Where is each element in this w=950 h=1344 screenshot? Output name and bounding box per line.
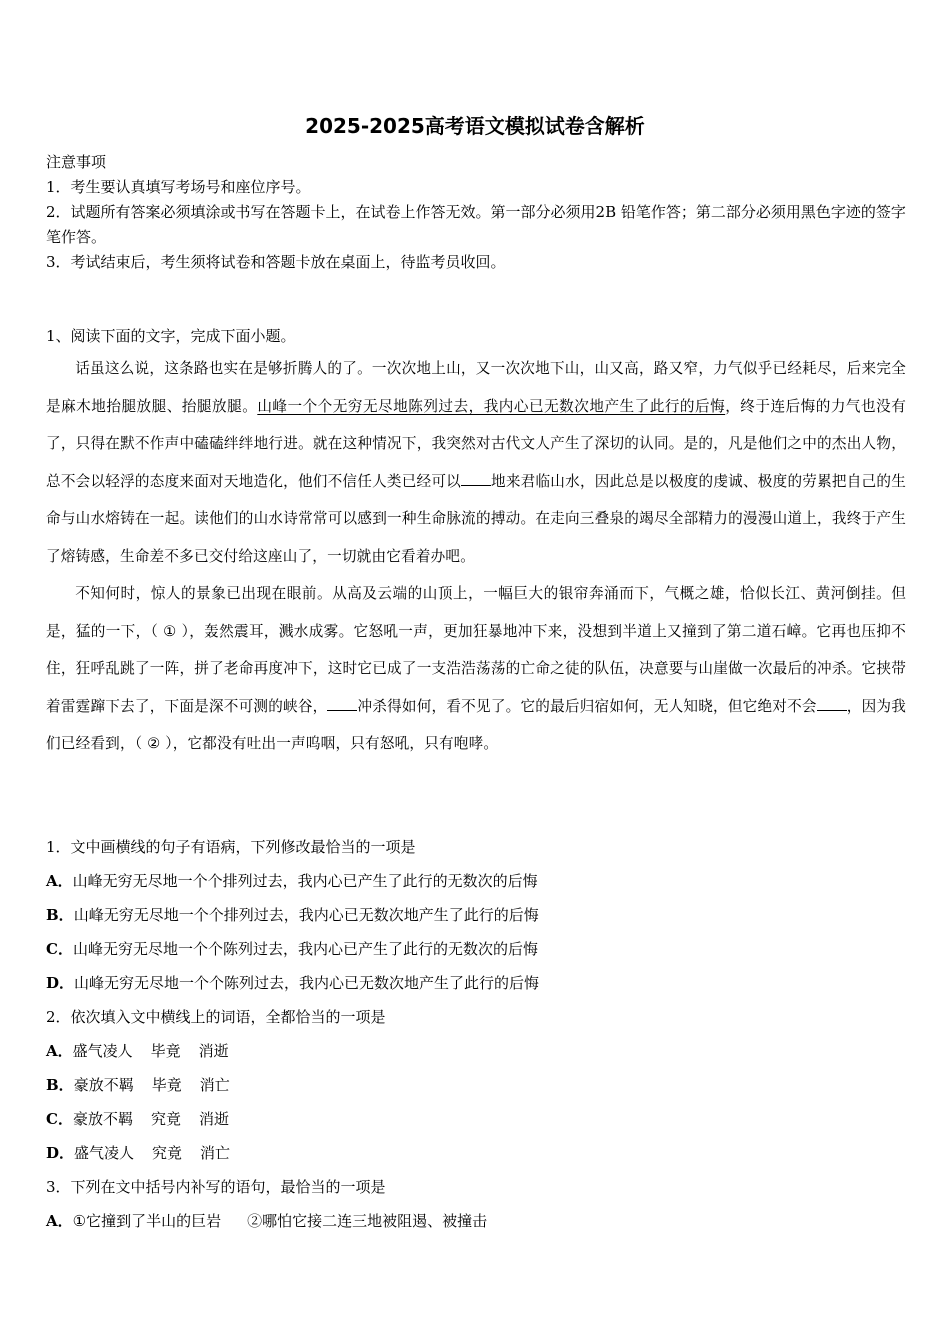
passage-text: 不知何时，惊人的景象已出现在眼前。从高及云端的山顶上，一幅巨大的银帘奔涌而下，气概之雄，恰似长江、黄河倒挂。但是，猛的一下，（ ① ），轰然震耳，溅水成雾。它怒吼一声，更加狂暴地冲下来，没想到半道上又撞到了第二道石嶂。它再也压抑不住，狂呼乱跳了一阵，拼了老命再度冲下，这时它已成了一支浩浩荡荡的亡命之徒的队伍，决意要与山崖做一次最后的冲杀。它挟带着雷霆蹿下去了，下面是深不可测的峡谷，: [46, 585, 906, 715]
question-stem: 2．依次填入文中横线上的词语，全都恰当的一项是: [46, 1008, 386, 1026]
option-d: [46, 1138, 906, 1172]
notice-item: 1．考生要认真填写考场号和座位序号。: [46, 178, 311, 196]
option-word: 盛气凌人: [74, 1144, 135, 1162]
option-letter: C．: [46, 1110, 73, 1128]
passage-text: ，因为我们已经看到，（ ② ），它都没有吐出一声呜咽，只有怒吼，只有咆哮。: [46, 697, 906, 752]
option-letter: B．: [46, 1076, 74, 1094]
passage-paragraph-2: [46, 575, 906, 763]
fill-blank-2: [327, 696, 357, 711]
question-stem: 3．下列在文中括号内补写的语句，最恰当的一项是: [46, 1178, 386, 1196]
option-c: [46, 934, 906, 968]
page-title: 2025-2025高考语文模拟试卷含解析: [305, 114, 645, 138]
option-letter: A．: [46, 1212, 73, 1230]
option-word: 消亡: [199, 1076, 230, 1094]
option-a: [46, 1036, 906, 1070]
reading-intro: 1、阅读下面的文字，完成下面小题。: [46, 327, 296, 345]
option-d: [46, 968, 906, 1002]
passage-text: 话虽这么说，这条路也实在是够折腾人的了。一次次地上山，又一次次地下山，山又高，路又窄，力气似乎已经耗尽，后来完全是麻木地抬腿放腿、抬腿放腿。: [46, 360, 906, 415]
option-word: 豪放不羁: [72, 1110, 133, 1128]
option-word: 消逝: [198, 1042, 229, 1060]
reading-passage: [46, 350, 906, 763]
option-letter: D．: [46, 974, 75, 992]
passage-text: 地来君临山水，因此总是以极度的虔诚、极度的劳累把自己的生命与山水熔铸在一起。读他们的山水诗常常可以感到一种生命脉流的搏动。在走向三叠泉的竭尽全部精力的漫漫山道上，我终于产生了熔铸感，生命差不多已交付给这座山了，一切就由它看着办吧。: [46, 472, 906, 565]
option-a: [46, 1206, 906, 1240]
notice-section: [46, 150, 908, 275]
option-word: 消亡: [200, 1144, 231, 1162]
passage-text: ，终于连后悔的力气也没有了，只得在默不作声中磕磕绊绊地行进。就在这种情况下，我突然对古代文人产生了深切的认同。是的，凡是他们之中的杰出人物，总不会以轻浮的态度来面对天地造化，他们不信任人类已经可以: [46, 397, 907, 490]
questions-section: [46, 832, 906, 1240]
option-letter: D．: [46, 1144, 75, 1162]
fill-blank-1: [461, 471, 491, 486]
notice-item: 2．试题所有答案必须填涂或书写在答题卡上，在试卷上作答无效。第一部分必须用2B 铅笔作答；第二部分必须用黑色字迹的签字笔作答。: [46, 203, 906, 246]
option-c: [46, 1104, 906, 1138]
option-word: 盛气凌人: [72, 1042, 133, 1060]
option-word: 豪放不羁: [73, 1076, 134, 1094]
option-text: 山峰无穷无尽地一个个排列过去，我内心已产生了此行的无数次的后悔: [72, 872, 538, 890]
passage-text: 冲杀得如何，看不见了。它的最后归宿如何，无人知晓，但它绝对不会: [357, 697, 817, 715]
option-letter: B．: [46, 906, 74, 924]
passage-paragraph-1: [46, 350, 906, 575]
option-word: 究竟: [150, 1110, 181, 1128]
notice-heading: 注意事项: [46, 153, 107, 171]
option-letter: A．: [46, 872, 73, 890]
notice-item: 3．考试结束后，考生须将试卷和答题卡放在桌面上，待监考员收回。: [46, 253, 506, 271]
option-text: 山峰无穷无尽地一个个陈列过去，我内心已无数次地产生了此行的后悔: [74, 974, 540, 992]
option-text: 山峰无穷无尽地一个个排列过去，我内心已无数次地产生了此行的后悔: [73, 906, 539, 924]
fill-blank-3: [817, 696, 847, 711]
option-word: 毕竟: [150, 1042, 181, 1060]
option-letter: C．: [46, 940, 73, 958]
option-letter: A．: [46, 1042, 73, 1060]
option-sentence: ②哪怕它接二连三地被阻遏、被撞击: [247, 1212, 488, 1230]
option-word: 毕竟: [151, 1076, 182, 1094]
underlined-sentence: 山峰一个个无穷无尽地陈列过去，我内心已无数次地产生了此行的后悔: [257, 397, 726, 415]
option-b: [46, 1070, 906, 1104]
option-word: 消逝: [198, 1110, 229, 1128]
option-word: 究竟: [152, 1144, 183, 1162]
option-b: [46, 900, 906, 934]
option-sentence: ①它撞到了半山的巨岩: [72, 1212, 222, 1230]
option-a: [46, 866, 906, 900]
question-stem: 1．文中画横线的句子有语病，下列修改最恰当的一项是: [46, 838, 416, 856]
option-text: 山峰无穷无尽地一个个陈列过去，我内心已产生了此行的无数次的后悔: [72, 940, 538, 958]
